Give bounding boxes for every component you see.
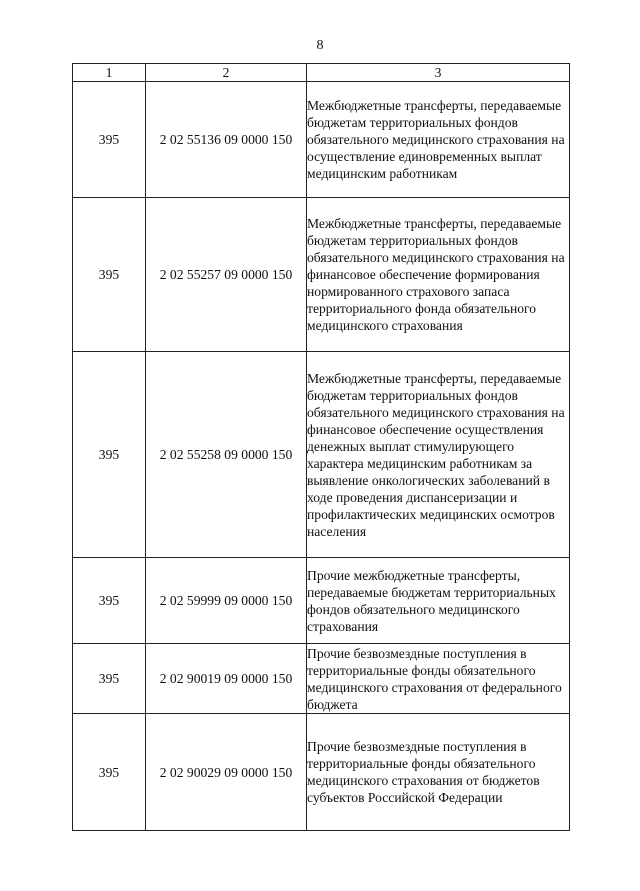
budget-code-cell: 2 02 59999 09 0000 150 [146,558,307,644]
admin-code-cell: 395 [73,558,146,644]
budget-codes-table [72,63,570,831]
description-cell: Прочие безвозмездные поступления в территориальные фонды обязательного медицинского страхования от федерального бюджета [307,644,570,714]
admin-code-cell: 395 [73,198,146,352]
description-cell: Прочие межбюджетные трансферты, передаваемые бюджетам территориальных фондов обязательного медицинского страхования [307,558,570,644]
admin-code-cell: 395 [73,644,146,714]
description-cell: Прочие безвозмездные поступления в территориальные фонды обязательного медицинского страхования от бюджетов субъектов Российской Федерации [307,714,570,831]
admin-code-cell: 395 [73,82,146,198]
column-header-2: 2 [146,64,307,82]
description-cell: Межбюджетные трансферты, передаваемые бюджетам территориальных фондов обязательного медицинского страхования на финансовое обеспечение осуществления денежных выплат стимулирующего характера медицинским работникам за выявление онкологических заболеваний в ходе проведения диспансеризации и профилактических медицинских осмотров населения [307,352,570,558]
table-header-row [73,64,570,82]
table-row [73,558,570,644]
description-cell: Межбюджетные трансферты, передаваемые бюджетам территориальных фондов обязательного медицинского страхования на осуществление единовременных выплат медицинским работникам [307,82,570,198]
table-row [73,198,570,352]
admin-code-cell: 395 [73,352,146,558]
table-row [73,714,570,831]
admin-code-cell: 395 [73,714,146,831]
description-cell: Межбюджетные трансферты, передаваемые бюджетам территориальных фондов обязательного медицинского страхования на финансовое обеспечение формирования нормированного страхового запаса территориального фонда обязательного медицинского страхования [307,198,570,352]
table-row [73,644,570,714]
page-number: 8 [316,38,324,53]
budget-code-cell: 2 02 90029 09 0000 150 [146,714,307,831]
column-header-1: 1 [73,64,146,82]
budget-code-cell: 2 02 55136 09 0000 150 [146,82,307,198]
table-row [73,352,570,558]
budget-code-cell: 2 02 55257 09 0000 150 [146,198,307,352]
column-header-3: 3 [307,64,570,82]
budget-code-cell: 2 02 90019 09 0000 150 [146,644,307,714]
budget-code-cell: 2 02 55258 09 0000 150 [146,352,307,558]
table-row [73,82,570,198]
